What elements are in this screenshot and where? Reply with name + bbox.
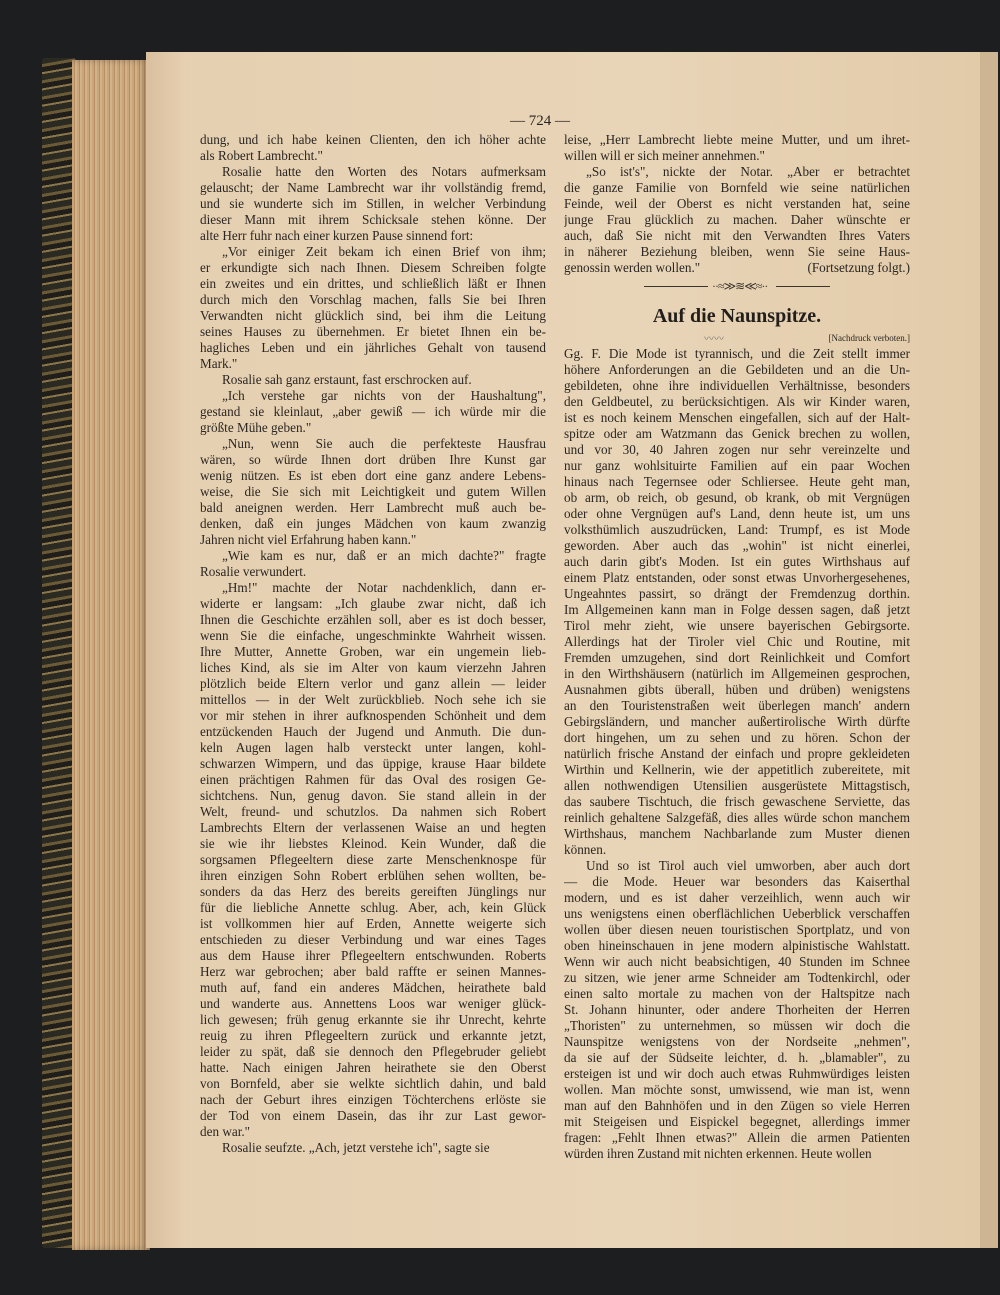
wave-ornament: 〰〰 xyxy=(704,334,724,345)
text-line: wollen. Man möchte sonst, umwissend, wie man ist, wenn xyxy=(564,1082,910,1097)
text-line: von Bornfeld, aber sie welkte sichtlich dahin, und bald xyxy=(200,1076,546,1091)
text-line: Ihre Mutter, Annette Groben, war ein ungemein lieb- xyxy=(200,644,546,659)
text-line: Naunspitze wenigstens von der Nordseite „nehmen", xyxy=(564,1034,910,1049)
text-line: junge Frau glücklich zu machen. Daher wünschte er xyxy=(564,212,910,227)
text-line: sonders da das Herz des bereits gereiften Jünglings nur xyxy=(200,884,546,899)
text-line: mit Steigeisen und Eispickel begegnet, allerdings immer xyxy=(564,1114,910,1129)
text-line: einen prächtigen Rahmen für das Oval des rosigen Ge- xyxy=(200,772,546,787)
text-line: Tirol mehr zieht, wie unsere bayerischen Gebirgsorte. xyxy=(564,618,910,633)
text-line: ist vollkommen hier auf Erden, Annette weigerte sich xyxy=(200,916,546,931)
text-line: können. xyxy=(564,842,607,857)
text-line: schwarzen Wimpern, und das üppige, krause Haar bildete xyxy=(200,756,546,771)
text-line: ein zweites und ein drittes, und schließlich läßt er Ihnen xyxy=(200,276,546,291)
text-line: Feinde, weil der Oberst es nicht verstanden hat, seine xyxy=(564,196,910,211)
text-line: denken, daß ein junges Mädchen von kaum zwanzig xyxy=(200,516,546,531)
text-line: ist es noch keinem Menschen eingefallen, sich auf der Halt- xyxy=(564,410,910,425)
text-line: gestand sie kleinlaut, „aber gewiß — ich würde mir die xyxy=(200,404,546,419)
text-line: natürlich frische Anstand der einfach und propre gekleideten xyxy=(564,746,910,761)
text-line: willen will er sich meiner annehmen." xyxy=(564,148,765,163)
text-line: reuig zu ihren Pflegeeltern zurück und erkannte jetzt, xyxy=(200,1028,546,1043)
page-block-edge xyxy=(72,60,150,1250)
text-line: „Vor einiger Zeit bekam ich einen Brief von ihm; xyxy=(222,244,546,259)
text-line: der Tod von einem Dasein, das ihr zur Last gewor- xyxy=(200,1108,546,1123)
text-line: ob arm, ob reich, ob gesund, ob krank, ob mit Vergnügen xyxy=(564,490,910,505)
text-line: bald aneignen werden. Herr Lambrecht muß auch be- xyxy=(200,500,546,515)
text-line: Herz war gebrochen; aber bald raffte er seinen Mannes- xyxy=(200,964,546,979)
text-line: entzückenden Hauch der Jugend und Anmuth. Die dun- xyxy=(200,724,546,739)
text-line: wären, so würde Ihnen dort drüben Ihre Kunst gar xyxy=(200,452,546,467)
text-line: gebildeten, ohne ihre individuellen Verhältnisse, besonders xyxy=(564,378,910,393)
text-line: seines Hauses zu übernehmen. Er bietet Ihnen ein be- xyxy=(200,324,546,339)
page-number: — 724 — xyxy=(510,113,570,129)
text-line: dieser Mann mit ihrem Schicksale stehen könne. Der xyxy=(200,212,546,227)
text-line: den Geldbeutel, zu berücksichtigen. Als wir Kinder waren, xyxy=(564,394,910,409)
text-line: in näherer Beziehung bleiben, wenn Sie seine Haus- xyxy=(564,244,910,259)
text-line: hatte. Nach einigen Jahren heirathete sie den Oberst xyxy=(200,1060,546,1075)
text-line: Verwandten nicht glücklich sind, bei ihm die Leitung xyxy=(200,308,546,323)
text-line: „Wie kam es nur, daß er an mich dachte?" fragte xyxy=(222,548,546,563)
text-line: gelauscht; der Name Lambrecht war ihr vollständig fremd, xyxy=(200,180,546,195)
text-line: Jahren nicht viel Erfahrung haben kann." xyxy=(200,532,417,547)
text-line: Im Allgemeinen kann man in Folge dessen sagen, daß jetzt xyxy=(564,602,910,617)
text-line: Welt, freund- und schutzlos. Da nahmen sich Robert xyxy=(200,804,546,819)
text-line: muth auf, fand ein anderes Mädchen, heirathete bald xyxy=(200,980,546,995)
text-line: und vor 30, 40 Jahren zogen nur sehr vereinzelte und xyxy=(564,442,910,457)
text-line: Rosalie hatte den Worten des Notars aufmerksam xyxy=(222,164,546,179)
text-line: uns wenigstens einen oberflächlichen Ueberblick verschaffen xyxy=(564,906,910,921)
text-line: weise, die Sie sich mit Leichtigkeit und gutem Willen xyxy=(200,484,546,499)
text-line: einen salto mortale zu machen von der Haltspitze nach xyxy=(564,986,910,1001)
text-line: ersteigen ist und wir doch auch etwas Ruhmwürdiges leisten xyxy=(564,1066,910,1081)
text-line: an den Touristenstraßen weit überlegen manch' andern xyxy=(564,698,910,713)
text-line: die ganze Familie von Bornfeld wie seine natürlichen xyxy=(564,180,910,195)
text-line: Ausnahmen gibts überall, hüben und drüben) wenigstens xyxy=(564,682,910,697)
text-line: durch mich den Vorschlag machen, falls Sie bei Ihren xyxy=(200,292,546,307)
text-line: genossin werden wollen." (Fortsetzung folgt.) xyxy=(564,260,910,275)
text-line: modern, und es ist daher verzeihlich, wenn auch wir xyxy=(564,890,910,905)
text-line: wollen über diesen neuen touristischen Sportplatz, und von xyxy=(564,922,910,937)
text-line: nach der Geburt ihres einzigen Töchterchens erlöste sie xyxy=(200,1092,546,1107)
text-line: — die Mode. Heuer war besonders das Kaiserthal xyxy=(564,874,910,889)
text-line: höhere Anforderungen an die Gebildeten und an die Un- xyxy=(564,362,910,377)
text-line: einem Platz entstanden, oder sonst etwas Unvorhergesehenes, xyxy=(564,570,910,585)
text-line: keln Augen lagen halb versteckt unter langen, kohl- xyxy=(200,740,546,755)
text-line: nur ganz wohlsituirte Familien auf ein paar Wochen xyxy=(564,458,910,473)
text-line: auch darin gibt's Moden. Ist ein gutes Wirthshaus auf xyxy=(564,554,910,569)
text-line: Lambrechts Eltern der verlassenen Waise an und hegten xyxy=(200,820,546,835)
text-line: dort hingehen, um zu sehen und zu hören. Schon der xyxy=(564,730,910,745)
text-line: als Robert Lambrecht." xyxy=(200,148,323,163)
text-line: und sie wunderte sich im Stillen, in welcher Verbindung xyxy=(200,196,546,211)
text-line: Wirthshaus, manchem Nachbarlande zum Muster dienen xyxy=(564,826,910,841)
text-line: „Thoristen" zu unternehmen, so müssen wir doch die xyxy=(564,1018,910,1033)
story-continuation xyxy=(564,132,910,276)
text-line: würden ihren Zustand mit nichten erkennen. Heute wollen xyxy=(564,1146,872,1161)
text-line: Mark." xyxy=(200,356,238,371)
text-line: aus dem Hause ihrer Pflegeeltern entschwunden. Roberts xyxy=(200,948,546,963)
text-line: spitze oder am Watzmann das Genick brechen zu wollen, xyxy=(564,426,910,441)
book-cover-marbled xyxy=(42,58,76,1248)
text-line: liches Kind, als sie im Alter von kaum vierzehn Jahren xyxy=(200,660,546,675)
article-title: Auf die Naunspitze. xyxy=(652,305,822,327)
text-line: geworden. Aber auch das „wohin" ist nicht einerlei, xyxy=(564,538,910,553)
text-line: Rosalie seufzte. „Ach, jetzt verstehe ich", sagte sie xyxy=(222,1140,490,1155)
article-body xyxy=(564,346,910,1162)
text-line: hinaus nach Tegernsee oder Schliersee. Heute geht man, xyxy=(564,474,910,489)
text-line: leider zu spät, daß sie dennoch den Pflegebruder geliebt xyxy=(200,1044,546,1059)
text-line: dung, und ich habe keinen Clienten, den ich höher achte xyxy=(200,132,546,147)
text-line: den war." xyxy=(200,1124,251,1139)
text-line: Fremden umzugehen, sind dort Reinlichkeit und Comfort xyxy=(564,650,910,665)
text-line: hagliches Leben und ein jährliches Gehalt von tausend xyxy=(200,340,546,355)
text-line: lich gewesen; früh genug erkannte sie ihr Unrecht, kehrte xyxy=(200,1012,546,1027)
text-line: „So ist's", nickte der Notar. „Aber er betrachtet xyxy=(586,164,910,179)
text-line: plötzlich beide Eltern verlor und ganz allein — leider xyxy=(200,676,546,691)
text-line: Und so ist Tirol auch viel umworben, aber auch dort xyxy=(586,858,910,873)
text-line: fragen: „Fehlt Ihnen etwas?" Allein die armen Patienten xyxy=(564,1130,910,1145)
text-line: oder ohne Vergnügen auf's Land, denn heute ist, um uns xyxy=(564,506,910,521)
text-line: reinlich gehaltene Salzgefäß, dies alles würde schon manchem xyxy=(564,810,910,825)
text-line: größte Mühe geben." xyxy=(200,420,312,435)
text-line: Gg. F. Die Mode ist tyrannisch, und die Zeit stellt immer xyxy=(564,346,910,361)
text-line: Ihnen die Geschichte erzählen soll, aber es ist doch besser, xyxy=(200,612,546,627)
text-line: „Ich verstehe gar nichts von der Haushaltung", xyxy=(222,388,546,403)
text-line: alte Herr fuhr nach einer kurzen Pause sinnend fort: xyxy=(200,228,474,243)
text-line: da sie auf der Südseite leichter, d. h. „blamabler", zu xyxy=(564,1050,910,1065)
text-line: entschieden zu dieser Verbindung und war eines Tages xyxy=(200,932,546,947)
text-line: sorgsamen Pflegeeltern diese zarte Menschenknospe für xyxy=(200,852,546,867)
text-line: volksthümlich auszudrücken, Land: Trumpf, es ist Mode xyxy=(564,522,910,537)
text-line: leise, „Herr Lambrecht liebte meine Mutter, und um ihret- xyxy=(564,132,910,147)
left-column xyxy=(200,132,546,1156)
text-line: Allerdings hat der Tiroler viel Chic und Routine, mit xyxy=(564,634,910,649)
reprint-note: [Nachdruck verboten.] xyxy=(828,333,910,343)
text-line: widerte er langsam: „Ich glaube zwar nicht, daß ich xyxy=(200,596,546,611)
text-line: und wanderte aus. Annettens Loos war weniger glück- xyxy=(200,996,546,1011)
text-line: vor mir stehen in ihrer aufknospenden Schönheit und dem xyxy=(200,708,546,723)
text-line: auch, daß Sie nicht mit den Verwandten Ihres Vaters xyxy=(564,228,910,243)
text-line: er erkundigte sich nach Ihnen. Diesem Schreiben folgte xyxy=(200,260,546,275)
text-line: zu sitzen, wie jener arme Schneider am Todtenkirchl, oder xyxy=(564,970,910,985)
continuation-note: (Fortsetzung folgt.) xyxy=(807,260,910,275)
text-line: Wirthin und Kellnerin, wie der appetitlich zubereitete, mit xyxy=(564,762,910,777)
text-line: sichtchens. Nun, genug davon. Sie stand allein in der xyxy=(200,788,546,803)
text-line: Rosalie sah ganz erstaunt, fast erschrocken auf. xyxy=(222,372,472,387)
text-line: das saubere Tischtuch, die frisch gewaschene Serviette, das xyxy=(564,794,910,809)
right-column xyxy=(564,132,910,1162)
text-line: ihren einzigen Sohn Robert erblühen sehen wollten, be- xyxy=(200,868,546,883)
section-ornament: ··≈≫≋≪≈·· xyxy=(564,276,910,302)
text-line: Rosalie verwundert. xyxy=(200,564,307,579)
text-line: Ungeahntes passirt, so drängt der Fremdenzug dorthin. xyxy=(564,586,910,601)
text-line: für die liebliche Annette schlug. Aber, ach, kein Glück xyxy=(200,900,546,915)
text-line: St. Johann hinunter, oder andere Thorheiten der Herren xyxy=(564,1002,910,1017)
article-subline xyxy=(564,330,910,346)
text-line: „Hm!" machte der Notar nachdenklich, dann er- xyxy=(222,580,546,595)
text-line: allen nothwendigen Utensilien ausgerüstete Mittagstisch, xyxy=(564,778,910,793)
text-line: wenig nützen. Es ist eben dort eine ganz andere Lebens- xyxy=(200,468,546,483)
text-line: wenn Sie die einfache, ungeschminkte Wahrheit wissen. xyxy=(200,628,546,643)
text-line: mittellos — in der Welt zurückblieb. Noch sehe ich sie xyxy=(200,692,546,707)
text-line: Wenn wir auch nicht beabsichtigen, 40 Stunden im Schnee xyxy=(564,954,910,969)
text-line: sie wie ihr liebstes Kleinod. Kein Wunder, daß die xyxy=(200,836,546,851)
text-line: „Nun, wenn Sie auch die perfekteste Hausfrau xyxy=(222,436,546,451)
text-line: man auf den Bahnhöfen und in den Zügen so viele Herren xyxy=(564,1098,910,1113)
next-page-sliver xyxy=(980,52,998,1248)
text-line: Gebirgsländern, und mancher außertirolische Wirth dürfte xyxy=(564,714,910,729)
text-line: oben hineinschauen in jene modern alpinistische Wahlstatt. xyxy=(564,938,910,953)
text-line: in den Wirthshäusern (natürlich im Allgemeinen gesprochen, xyxy=(564,666,910,681)
